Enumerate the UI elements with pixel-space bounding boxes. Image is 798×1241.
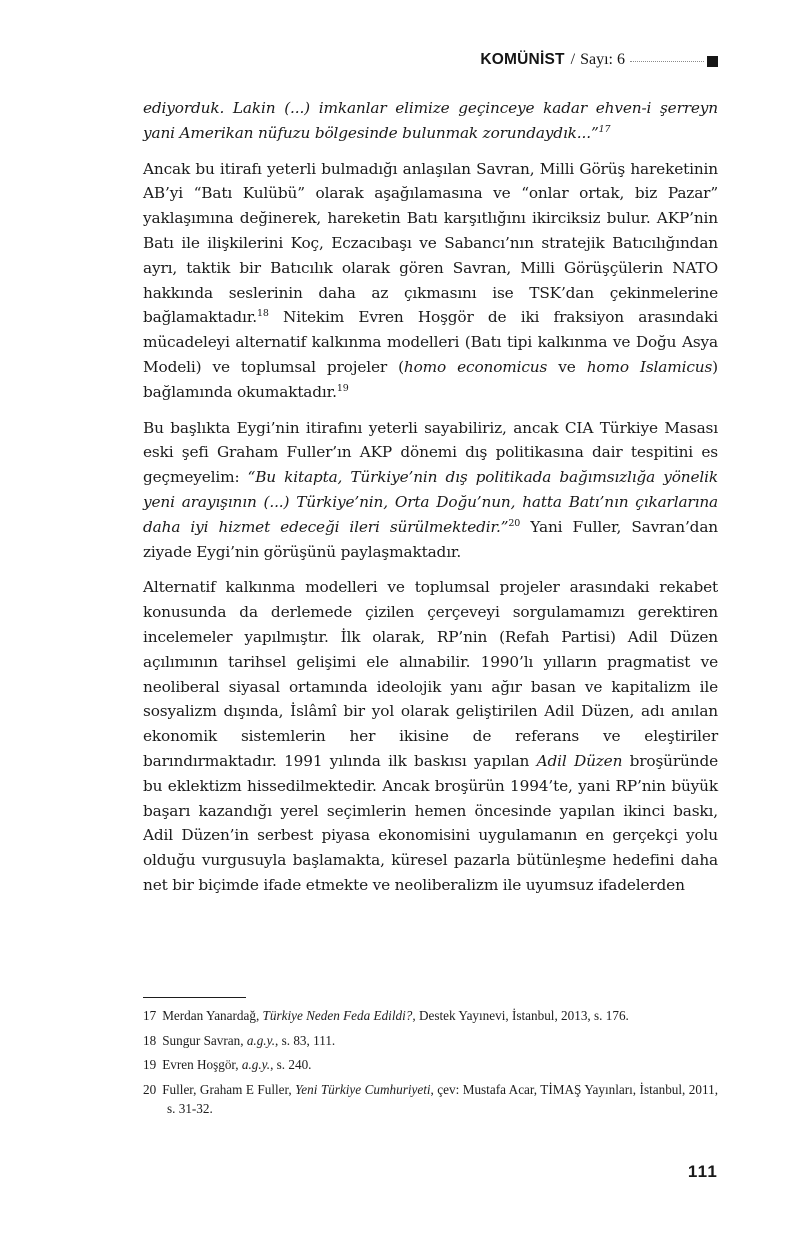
running-header bbox=[143, 47, 718, 73]
paragraph-fuller-tespiti: Bu başlıkta Eygi’nin itirafını yeterli sayabiliriz, ancak CIA Türkiye Masası eski şefi Graham Fuller’ın AKP dönemi dış politikasına dair tespitini es geçmeyelim: “Bu kitapta, Türkiye’nin dış politikada bağımsızlığa yönelik yeni arayışının (...) Türkiye’nin, Orta Doğu’nun, hatta Batı’nın çıkarlarına daha iyi hizmet edeceği ileri sürülmektedir.”$^{20}$ Yani Fuller, Savran’dan ziyade Eygi’nin görüşünü paylaşmaktadır. bbox=[143, 418, 718, 561]
header-separator: / bbox=[570, 51, 576, 68]
footnote-text: Fuller, Graham E Fuller, Yeni Türkiye Cumhuriyeti, çev: Mustafa Acar, TİMAŞ Yayınları, İstanbul, 2011, s. 31-32. bbox=[162, 1081, 718, 1116]
footnote-item bbox=[143, 1055, 718, 1075]
footnote-item bbox=[143, 1006, 718, 1026]
footnote-number: 17 bbox=[143, 1008, 157, 1023]
footnote-separator-rule bbox=[143, 997, 246, 998]
issue-label: Sayı: 6 bbox=[580, 51, 625, 68]
footnote-number: 18 bbox=[143, 1032, 157, 1048]
paragraph-adil-duzen: Alternatif kalkınma modelleri ve toplumsal projeler arasındaki rekabet konusunda da derlemede çizilen çerçeveyi sorgulamamızı gerektiren incelemeler yapılmıştır. İlk olarak, RP’nin (Refah Partisi) Adil Düzen açılımının tarihsel gelişimi ele alınabilir. 1990’lı yılların pragmatist ve neoliberal siyasal ortamında ideolojik yanı ağır basan ve kapitalizm ile sosyalizm dışında, İslâmî bir yol olarak geliştirilen Adil Düzen, adı anılan ekonomik sistemlerin her ikisine de referans ve eleştiriler barındırmaktadır. 1991 yılında ilk baskısı yapılan Adil Düzen broşüründe bu eklektizm hissedilmektedir. Ancak broşürün 1994’te, yani RP’nin büyük başarı kazandığı yerel seçimlerin hemen öncesinde yapılan ikinci baskı, Adil Düzen’in serbest piyasa ekonomisini uygulamanın en gerçekçi yolu olduğu vurgusuyla başlamakta, küresel pazarla bütünleşme hedefini daha net bir biçimde ifade etmekte ve neoliberalizm ile uyumsuz ifadelerden bbox=[143, 578, 718, 894]
filled-square-marker-icon bbox=[707, 56, 718, 67]
footnote-number: 20 bbox=[143, 1081, 157, 1097]
publication-title: KOMÜNİST bbox=[480, 51, 565, 68]
body-text-column bbox=[143, 96, 718, 909]
dotted-leader-icon bbox=[630, 61, 704, 62]
page-number: 111 bbox=[687, 1162, 718, 1181]
paragraph-savran-ab-elestirisi: Ancak bu itirafı yeterli bulmadığı anlaşılan Savran, Milli Görüş hareketinin AB’yi “Batı Kulübü” olarak aşağılamasına ve “onlar ortak, biz Pazar” yaklaşımına değinerek, hareketin Batı karşıtlığını ikirciksiz bulur. AKP’nin Batı ile ilişkilerini Koç, Eczacıbaşı ve Sabancı’nın stratejik Batıcılığından ayrı, taktik bir Batıcılık olarak gören Savran, Milli Görüşçülerin NATO hakkında seslerinin daha az çıkmasını ise TSK’dan çekinmelerine bağlamaktadır.$^{18}$ Nitekim Evren Hoşgör de iki fraksiyon arasındaki mücadeleyi alternatif kalkınma modelleri (Batı tipi kalkınma ve Doğu Asya Modeli) ve toplumsal projeler (homo economicus ve homo Islamicus) bağlamında okumaktadır.$^{19}$ bbox=[143, 159, 718, 401]
footnote-list bbox=[143, 1006, 718, 1124]
footnote-text: Evren Hoşgör, a.g.y., s. 240. bbox=[162, 1057, 312, 1072]
footnote-text: Sungur Savran, a.g.y., s. 83, 111. bbox=[162, 1032, 336, 1048]
footnote-item bbox=[143, 1080, 718, 1119]
footnote-number: 19 bbox=[143, 1057, 157, 1072]
footnote-item bbox=[143, 1031, 718, 1051]
paragraph-quote-continuation: ediyorduk. Lakin (...) imkanlar elimize geçinceye kadar ehven-i şerreyn yani Amerikan nüfuzu bölgesinde bulunmak zorundaydık...”$^{17}$ bbox=[143, 99, 718, 142]
footnote-text: Merdan Yanardağ, Türkiye Neden Feda Edildi?, Destek Yayınevi, İstanbul, 2013, s. 176. bbox=[162, 1008, 629, 1023]
